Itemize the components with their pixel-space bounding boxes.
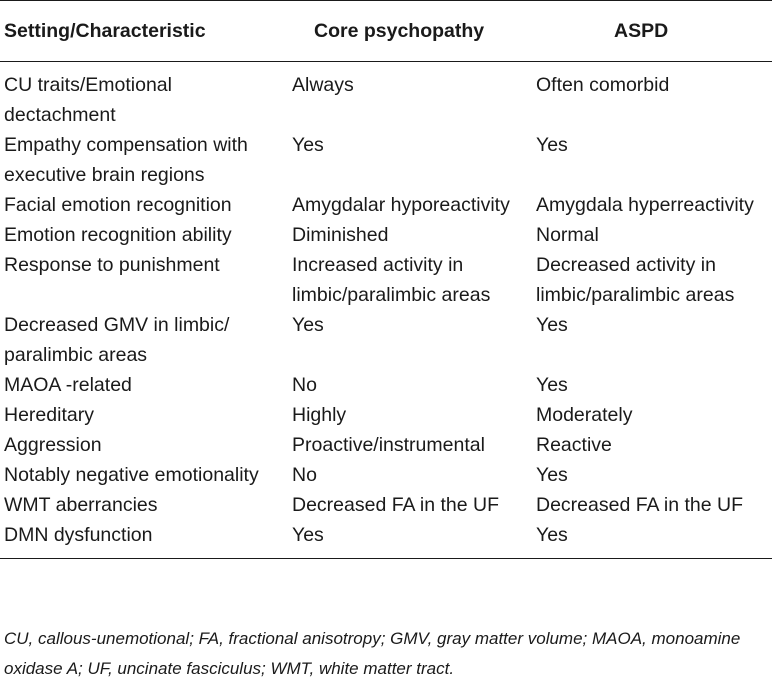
cell-characteristic: Decreased GMV in limbic/ paralimbic areas: [4, 314, 230, 366]
cell-aspd: Yes: [534, 520, 772, 559]
cell-core-psychopathy: Diminished: [292, 224, 389, 246]
cell-aspd: Moderately: [536, 404, 633, 426]
cell-core-psychopathy: No: [292, 374, 317, 396]
cell-characteristic: Empathy compensation with executive brain regions: [4, 134, 248, 186]
table-footnote: CU, callous-unemotional; FA, fractional anisotropy; GMV, gray matter volume; MAOA, monoamine oxidase A; UF, uncinate fasciculus; WMT, white matter tract.: [4, 629, 741, 678]
cell-aspd: Yes: [536, 464, 568, 486]
cell-aspd: Normal: [536, 224, 599, 246]
table-row: [0, 370, 772, 400]
table-row: [0, 310, 772, 370]
header-core-psychopathy: Core psychopathy: [288, 1, 534, 62]
cell-characteristic: Aggression: [4, 434, 102, 456]
cell-aspd: Reactive: [536, 434, 612, 456]
cell-characteristic: WMT aberrancies: [4, 494, 158, 516]
cell-aspd: Often comorbid: [536, 74, 670, 96]
cell-core-psychopathy: Proactive/instrumental: [292, 434, 485, 456]
cell-core-psychopathy: Amygdalar hyporeactivity: [292, 194, 510, 216]
cell-aspd: Yes: [536, 314, 568, 336]
table-row: [0, 190, 772, 220]
cell-aspd: Decreased activity in limbic/paralimbic areas: [536, 254, 735, 306]
cell-core-psychopathy: Yes: [288, 520, 534, 559]
cell-core-psychopathy: Decreased FA in the UF: [292, 494, 500, 516]
cell-core-psychopathy: Yes: [292, 134, 324, 156]
cell-core-psychopathy: Always: [292, 74, 354, 96]
table-row: [0, 62, 772, 131]
cell-aspd: Yes: [536, 134, 568, 156]
cell-characteristic: Hereditary: [4, 404, 94, 426]
cell-core-psychopathy: Yes: [292, 314, 324, 336]
table-row: [0, 430, 772, 460]
table-row: [0, 520, 772, 559]
cell-characteristic: Emotion recognition ability: [4, 224, 232, 246]
cell-characteristic: DMN dysfunction: [0, 520, 288, 559]
cell-aspd: Yes: [536, 374, 568, 396]
cell-aspd: Decreased FA in the UF: [536, 494, 744, 516]
header-aspd: ASPD: [534, 1, 772, 62]
table-row: [0, 250, 772, 310]
header-characteristic: Setting/Characteristic: [0, 1, 288, 62]
table-row: [0, 490, 772, 520]
table-header-row: [0, 1, 772, 62]
cell-characteristic: Notably negative emotionality: [4, 464, 259, 486]
cell-aspd: Amygdala hyperreactivity: [536, 194, 754, 216]
table-row: [0, 460, 772, 490]
table-row: [0, 220, 772, 250]
cell-core-psychopathy: No: [292, 464, 317, 486]
cell-characteristic: MAOA -related: [4, 374, 132, 396]
table-body: [0, 62, 772, 559]
cell-core-psychopathy: Highly: [292, 404, 347, 426]
cell-characteristic: Facial emotion recognition: [4, 194, 232, 216]
cell-core-psychopathy: Increased activity in limbic/paralimbic areas: [292, 254, 491, 306]
cell-characteristic: CU traits/Emotional dectachment: [4, 74, 172, 126]
table-row: [0, 400, 772, 430]
cell-characteristic: Response to punishment: [4, 254, 220, 276]
table-row: [0, 130, 772, 190]
